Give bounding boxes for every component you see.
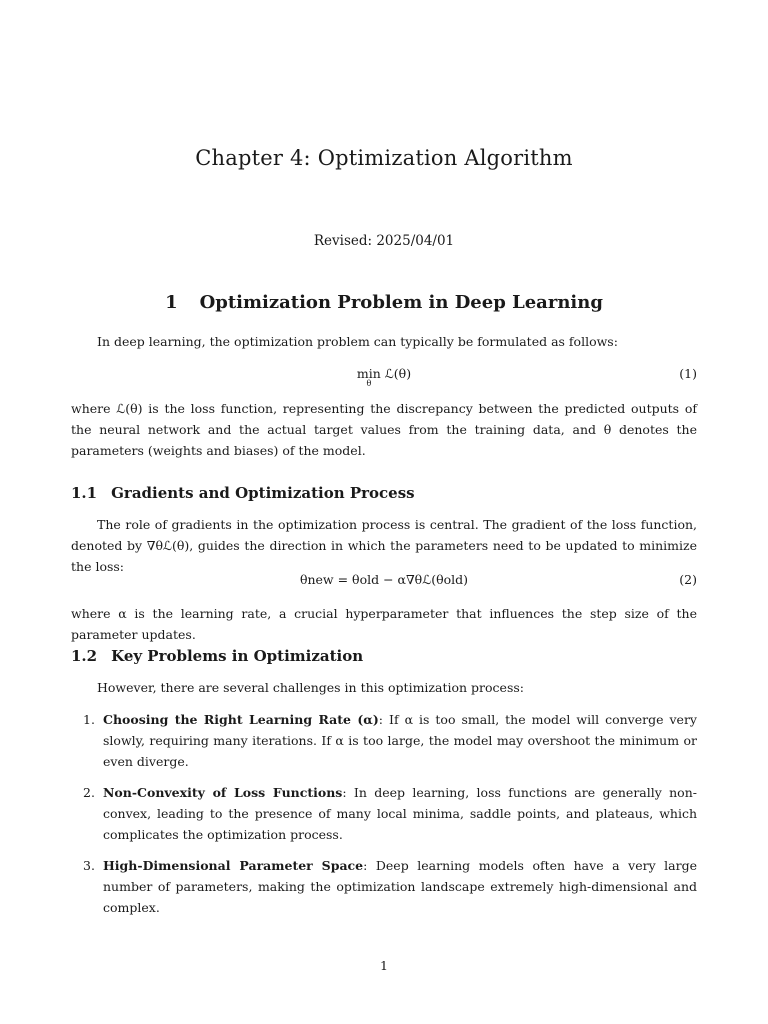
list-item — [71, 782, 697, 845]
list-marker: 3. — [83, 858, 95, 873]
section-heading — [0, 292, 768, 313]
equation-2-number: (2) — [679, 572, 697, 587]
min-operator — [357, 366, 381, 388]
section-title: Optimization Problem in Deep Learning — [199, 292, 603, 313]
list-marker: 1. — [83, 712, 95, 727]
loss-description-paragraph: where ℒ(θ) is the loss function, representing the discrepancy between the predicted outputs of the neural network and the actual target values from the training data, and θ denotes the parameters (weights and biases) of the model. — [71, 401, 697, 458]
revision-date: Revised: 2025/04/01 — [313, 233, 455, 249]
document-title: Chapter 4: Optimization Algorithm — [195, 146, 573, 170]
list-item — [71, 709, 697, 772]
list-item — [71, 855, 697, 918]
list-item-text: : If α is too small, the model will converge very slowly, requiring many iterations. If α is too large, the model may overshoot the minimum or even diverge. — [103, 712, 697, 769]
min-subscript: θ — [366, 379, 372, 388]
subsection-title: Key Problems in Optimization — [111, 647, 364, 665]
section-intro-paragraph: In deep learning, the optimization problem can typically be formulated as follows: — [97, 334, 618, 349]
subsection-heading-1-1 — [71, 484, 415, 502]
subsection-number: 1.1 — [71, 484, 98, 502]
page-number: 1 — [380, 958, 388, 973]
list-item-text: : In deep learning, loss functions are generally non-convex, leading to the presence of many local minima, saddle points, and plateaus, which complicates the optimization process. — [103, 785, 697, 842]
loss-expression: ℒ(θ) — [384, 366, 412, 381]
equation-1 — [71, 366, 697, 388]
challenges-intro-paragraph: However, there are several challenges in this optimization process: — [97, 680, 524, 695]
min-label: min — [356, 366, 381, 381]
subsection-number: 1.2 — [71, 647, 98, 665]
section-number: 1 — [165, 292, 178, 313]
gradient-paragraph: The role of gradients in the optimization process is central. The gradient of the loss function, denoted by ∇θℒ(θ), guides the direction in which the parameters need to be updated to minimize the loss: — [71, 517, 697, 574]
equation-2-expression: θnew = θold − α∇θℒ(θold) — [299, 572, 469, 587]
subsection-heading-1-2 — [71, 647, 363, 665]
list-item-term: Choosing the Right Learning Rate (α) — [103, 712, 379, 727]
list-marker: 2. — [83, 785, 95, 800]
challenges-list — [71, 709, 697, 928]
list-item-term: High-Dimensional Parameter Space — [103, 858, 364, 873]
equation-2 — [71, 572, 697, 594]
learning-rate-paragraph: where α is the learning rate, a crucial hyperparameter that influences the step size of the parameter updates. — [71, 606, 697, 642]
subsection-title: Gradients and Optimization Process — [111, 484, 415, 502]
equation-1-expression — [71, 366, 697, 388]
list-item-text: : Deep learning models often have a very large number of parameters, making the optimization landscape extremely high-dimensional and complex. — [103, 858, 698, 915]
equation-1-number: (1) — [679, 366, 697, 381]
list-item-term: Non-Convexity of Loss Functions — [103, 785, 343, 800]
